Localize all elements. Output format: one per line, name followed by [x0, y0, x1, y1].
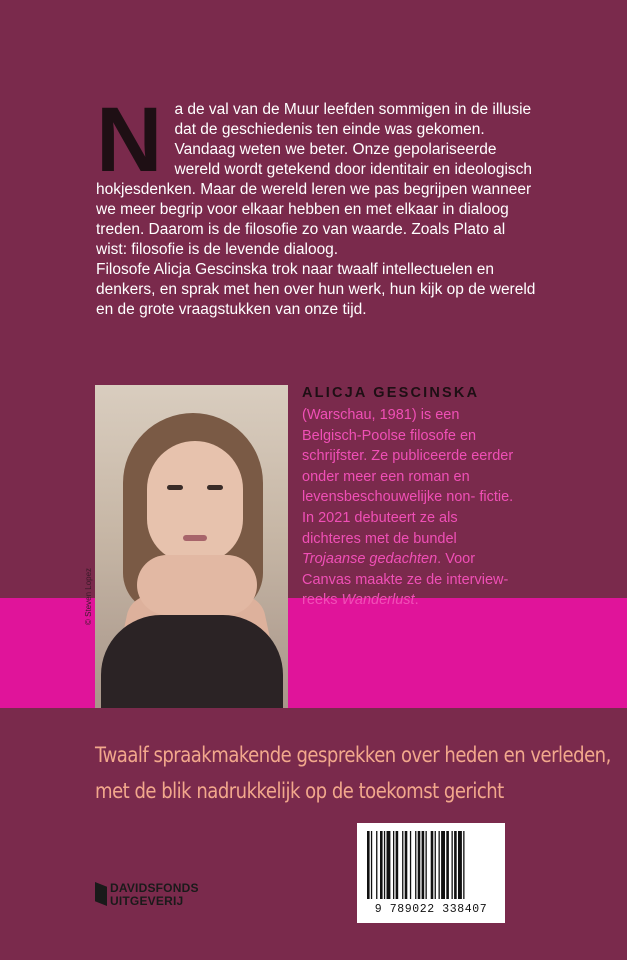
author-name: ALICJA GESCINSKA: [302, 385, 480, 401]
book-back-cover: N a de val van de Muur leefden sommigen in de illusie dat de geschiedenis ten einde was gekomen. Vandaag weten we beter. Onze gepolariseerde wereld wordt getekend door identitair en ideologisch hokjesdenken. Maar de wereld leren we pas begrijpen wanneer we meer begrip voor elkaar hebben en met elkaar in dialoog treden. Daarom is de filosofie zo van waarde. Zoals Plato al wist: filosofie is de levende dialoog. Filosofe Alicja Gescinska trok naar twaalf intellectuelen en denkers, en sprak met hen over hun werk, hun kijk op de wereld en de grote vraagstukken van onze tijd. © Steven Lopez ALICJA GESCINSKA (Warschau, 1981) is een Belgisch-Poolse filosofe en schrijfster. Ze publiceerde eerder onder meer een roman en levensbeschouwelijke non- fictie. In 2021 debuteert ze als dichteres met de bundel Trojaanse gedachten. Voor Canvas maakte ze de interview-reeks Wanderlust. Twaalf spraakmakende gesprekken over heden en verleden, met de blik nadrukkelijk op de toekomst gericht DAVIDSFONDS UITGEVERIJ 9 789022 338407: [0, 0, 627, 960]
tagline-line-2: met de blik nadrukkelijk op de toekomst gericht: [95, 779, 504, 803]
author-bio: (Warschau, 1981) is een Belgisch-Poolse filosofe en schrijfster. Ze publiceerde eerder onder meer een roman en levensbeschouwelijke non- fictie. In 2021 debuteert ze als dichteres met de bundel Trojaanse gedachten. Voor Canvas maakte ze de interview-reeks Wanderlust.: [302, 407, 514, 609]
tagline: [95, 737, 611, 809]
publisher-mark-icon: [95, 882, 107, 906]
tagline-line-1: Twaalf spraakmakende gesprekken over heden en verleden,: [95, 743, 611, 767]
author-photo: [95, 385, 288, 708]
publisher-logo: [95, 880, 225, 910]
intro-text: [96, 89, 536, 320]
publisher-subname: UITGEVERIJ: [110, 894, 184, 908]
isbn-number: 9 789022 338407: [374, 903, 488, 916]
publisher-name: DAVIDSFONDS: [110, 881, 199, 895]
intro-paragraph: a de val van de Muur leefden sommigen in de illusie dat de geschiedenis ten einde was gekomen. Vandaag weten we beter. Onze gepolariseerde wereld wordt getekend door identitair en ideologisch hokjesdenken. Maar de wereld leren we pas begrijpen wanneer we meer begrip voor elkaar hebben en met elkaar in dialoog treden. Daarom is de filosofie zo van waarde. Zoals Plato al wist: filosofie is de levende dialoog.: [96, 101, 533, 258]
series-title: Wanderlust: [341, 592, 415, 609]
isbn-barcode: [357, 823, 505, 923]
book-title: Trojaanse gedachten: [302, 551, 438, 568]
drop-cap: N: [96, 89, 163, 191]
intro-paragraph-second: Filosofe Alicja Gescinska trok naar twaalf intellectuelen en denkers, en sprak met hen over hun werk, hun kijk op de wereld en de grote vraagstukken van onze tijd.: [96, 261, 536, 318]
barcode-bars: [365, 831, 497, 899]
